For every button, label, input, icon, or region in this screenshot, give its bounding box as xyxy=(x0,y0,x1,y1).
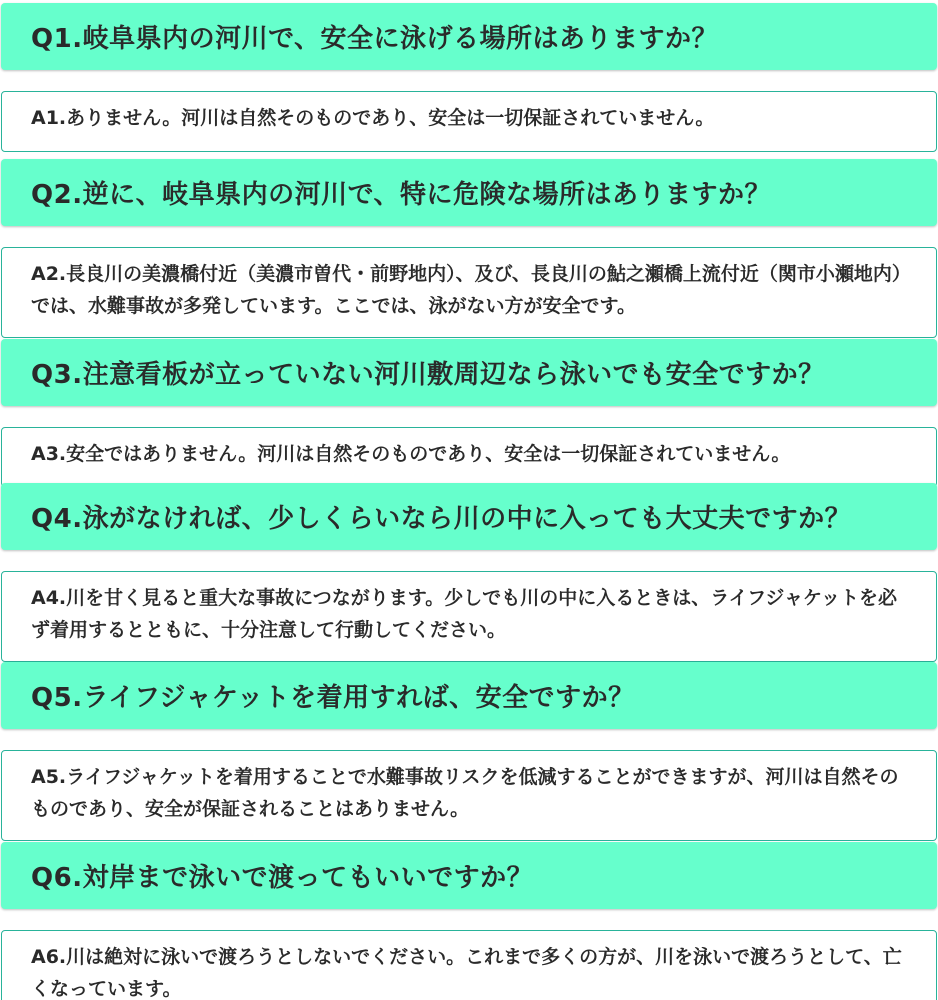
faq-question-4[interactable]: Q4.泳がなければ、少しくらいなら川の中に入っても大丈夫ですか？ xyxy=(1,483,937,550)
faq-answer-2: A2.長良川の美濃橋付近（美濃市曽代・前野地内）、及び、長良川の鮎之瀬橋上流付近（関市小瀬地内）では、水難事故が多発しています。ここでは、泳がない方が安全です。 xyxy=(1,247,937,338)
faq-question-2[interactable]: Q2.逆に、岐阜県内の河川で、特に危険な場所はありますか？ xyxy=(1,159,937,226)
faq-question-1[interactable]: Q1.岐阜県内の河川で、安全に泳げる場所はありますか？ xyxy=(1,3,937,70)
faq-question-3[interactable]: Q3.注意看板が立っていない河川敷周辺なら泳いでも安全ですか？ xyxy=(1,339,937,406)
faq-answer-5: A5.ライフジャケットを着用することで水難事故リスクを低減することができますが、河川は自然そのものであり、安全が保証されることはありません。 xyxy=(1,750,937,841)
faq-question-5[interactable]: Q5.ライフジャケットを着用すれば、安全ですか？ xyxy=(1,662,937,729)
faq-answer-6: A6.川は絶対に泳いで渡ろうとしないでください。これまで多くの方が、川を泳いで渡ろうとして、亡くなっています。 xyxy=(1,930,937,1000)
faq-answer-4: A4.川を甘く見ると重大な事故につながります。少しでも川の中に入るときは、ライフジャケットを必ず着用するとともに、十分注意して行動してください。 xyxy=(1,571,937,662)
faq-question-6[interactable]: Q6.対岸まで泳いで渡ってもいいですか？ xyxy=(1,842,937,909)
faq-answer-3: A3.安全ではありません。河川は自然そのものであり、安全は一切保証されていません。 xyxy=(1,427,937,487)
faq-answer-1: A1.ありません。河川は自然そのものであり、安全は一切保証されていません。 xyxy=(1,91,937,152)
